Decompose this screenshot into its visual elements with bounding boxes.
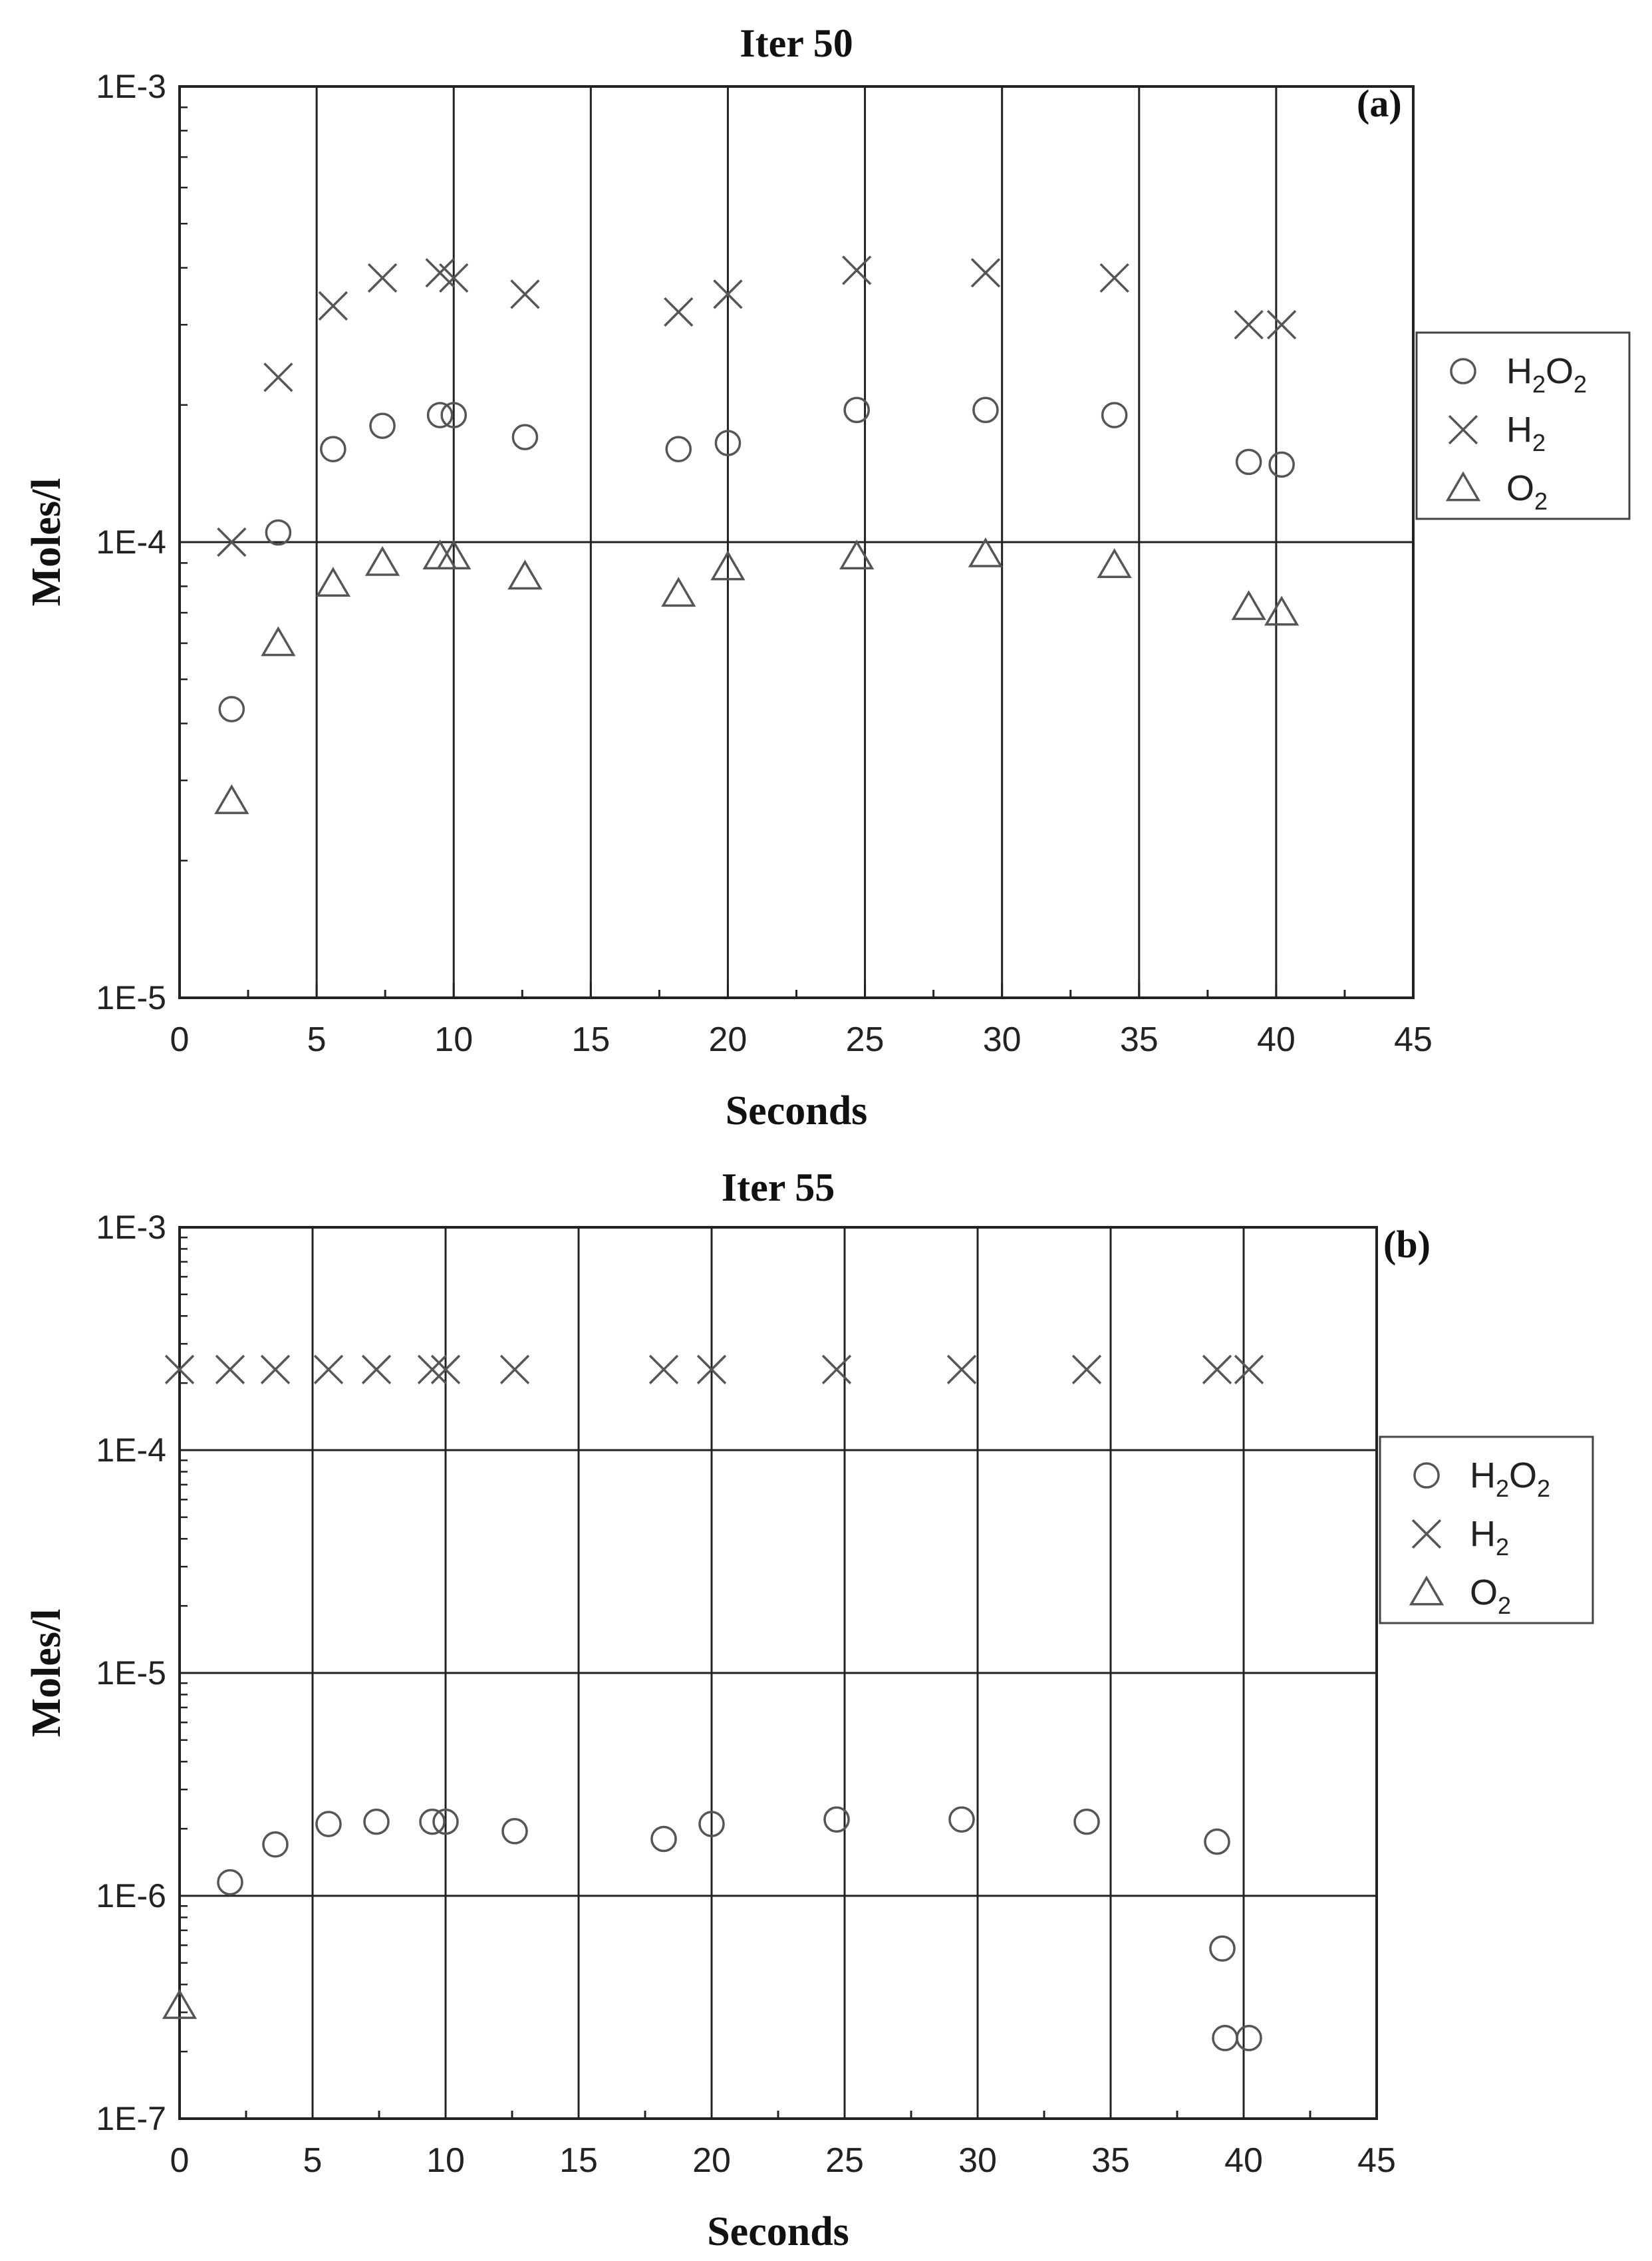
data-point-h2o2 xyxy=(513,425,537,449)
legend-label-part: O xyxy=(1506,468,1535,508)
x-axis xyxy=(170,2104,1396,2180)
data-point-h2o2 xyxy=(1075,1810,1099,1834)
data-point-h2o2 xyxy=(266,520,290,544)
data-point-h2 xyxy=(265,363,293,391)
x-tick-label: 0 xyxy=(170,2141,190,2180)
legend-label-part: 2 xyxy=(1532,429,1546,456)
legend-label-part: 2 xyxy=(1534,488,1548,515)
data-point-o2 xyxy=(509,562,540,589)
x-tick-label: 35 xyxy=(1091,2141,1130,2180)
y-tick-label: 1E-5 xyxy=(96,979,166,1016)
y-tick-label: 1E-6 xyxy=(96,1877,166,1914)
y-tick-label: 1E-3 xyxy=(96,1209,166,1246)
data-point-h2o2 xyxy=(1237,2026,1261,2050)
data-point-h2 xyxy=(948,1356,976,1384)
data-point-h2 xyxy=(368,264,396,292)
data-point-h2o2 xyxy=(652,1827,676,1851)
legend-label-part: 2 xyxy=(1537,1475,1551,1502)
y-tick-label: 1E-7 xyxy=(96,2100,166,2137)
data-point-o2 xyxy=(841,542,872,569)
x-tick-label: 35 xyxy=(1119,1020,1159,1059)
legend-label-part: 2 xyxy=(1532,371,1546,398)
legend-label-part: H xyxy=(1506,410,1532,450)
x-tick-label: 25 xyxy=(845,1020,885,1059)
x-tick-label: 20 xyxy=(692,2141,731,2180)
data-point-h2 xyxy=(418,1356,446,1384)
data-point-h2 xyxy=(261,1356,289,1384)
legend-label-part: H xyxy=(1506,351,1532,391)
legend-label-part: H xyxy=(1470,1455,1496,1495)
y-axis-title: Moles/l xyxy=(24,1608,69,1737)
data-point-h2o2 xyxy=(666,437,690,461)
data-point-h2 xyxy=(650,1356,678,1384)
data-point-h2 xyxy=(362,1356,390,1384)
data-point-h2 xyxy=(315,1356,343,1384)
y-tick-label: 1E-4 xyxy=(96,1432,166,1469)
data-point-h2 xyxy=(1203,1356,1231,1384)
x-tick-label: 0 xyxy=(170,1020,190,1059)
data-point-o2 xyxy=(663,579,694,606)
x-tick-label: 30 xyxy=(958,2141,997,2180)
x-tick-label: 5 xyxy=(303,2141,323,2180)
x-axis-title: Seconds xyxy=(725,1088,868,1133)
data-point-h2 xyxy=(319,292,347,320)
data-point-h2 xyxy=(1073,1356,1101,1384)
data-point-h2o2 xyxy=(428,403,452,427)
legend-label-part: O xyxy=(1546,351,1574,391)
data-point-h2o2 xyxy=(370,414,394,438)
data-point-h2o2 xyxy=(219,697,243,721)
data-point-h2o2 xyxy=(1213,2026,1237,2050)
data-point-o2 xyxy=(263,629,293,655)
y-tick-label: 1E-5 xyxy=(96,1654,166,1692)
chart-panel-a xyxy=(24,21,1629,1133)
y-axis-title: Moles/l xyxy=(24,478,69,607)
x-tick-label: 20 xyxy=(708,1020,748,1059)
data-point-h2 xyxy=(501,1356,529,1384)
data-point-h2o2 xyxy=(321,437,345,461)
data-point-h2 xyxy=(216,1356,244,1384)
x-tick-label: 10 xyxy=(426,2141,465,2180)
data-point-h2 xyxy=(664,298,692,326)
x-tick-label: 15 xyxy=(571,1020,611,1059)
x-axis-title: Seconds xyxy=(707,2209,849,2254)
panel-label: (a) xyxy=(1357,82,1402,125)
data-point-h2 xyxy=(511,280,539,308)
data-point-h2o2 xyxy=(974,398,998,422)
x-tick-label: 25 xyxy=(825,2141,864,2180)
chart-title: Iter 55 xyxy=(721,1165,835,1209)
legend-label-part: O xyxy=(1470,1573,1498,1612)
data-point-h2o2 xyxy=(503,1819,527,1843)
data-point-h2o2 xyxy=(1103,403,1127,427)
x-tick-label: 40 xyxy=(1224,2141,1263,2180)
panel-label: (b) xyxy=(1383,1223,1431,1266)
x-tick-label: 30 xyxy=(982,1020,1022,1059)
data-point-h2 xyxy=(1235,1356,1263,1384)
series-o2 xyxy=(216,539,1297,813)
series-h2 xyxy=(166,1356,1263,1384)
data-point-h2o2 xyxy=(364,1810,388,1834)
legend-label-part: O xyxy=(1509,1455,1538,1495)
data-point-o2 xyxy=(318,569,348,596)
x-tick-label: 45 xyxy=(1394,1020,1433,1059)
legend-label-part: H xyxy=(1470,1514,1496,1554)
x-tick-label: 45 xyxy=(1357,2141,1396,2180)
x-tick-label: 5 xyxy=(307,1020,327,1059)
legend-label-part: 2 xyxy=(1496,1533,1510,1561)
data-point-o2 xyxy=(1234,593,1264,619)
legend-label-part: 2 xyxy=(1496,1475,1510,1502)
x-tick-label: 10 xyxy=(434,1020,474,1059)
y-tick-label: 1E-3 xyxy=(96,68,166,105)
data-point-h2o2 xyxy=(1270,452,1294,476)
legend xyxy=(1380,1437,1593,1623)
data-point-h2o2 xyxy=(263,1833,287,1857)
data-point-h2 xyxy=(1101,264,1129,292)
data-point-h2o2 xyxy=(1237,450,1261,474)
series-h2 xyxy=(217,256,1296,555)
data-point-h2 xyxy=(823,1356,851,1384)
data-point-h2o2 xyxy=(218,1871,242,1894)
legend-label-part: 2 xyxy=(1498,1592,1512,1619)
data-point-o2 xyxy=(1266,598,1297,625)
legend-label-part: 2 xyxy=(1574,371,1587,398)
data-point-h2o2 xyxy=(317,1812,341,1836)
data-point-o2 xyxy=(216,787,247,814)
data-point-h2 xyxy=(1235,311,1263,339)
series-h2o2 xyxy=(218,1807,1261,2050)
chart-panel-b xyxy=(24,1165,1593,2254)
x-axis xyxy=(170,983,1433,1059)
data-point-o2 xyxy=(1099,551,1130,577)
legend xyxy=(1417,333,1629,519)
x-tick-label: 15 xyxy=(559,2141,598,2180)
data-point-h2 xyxy=(972,259,1000,287)
data-point-o2 xyxy=(367,548,398,575)
y-tick-label: 1E-4 xyxy=(96,524,166,561)
data-point-h2o2 xyxy=(950,1807,974,1831)
data-point-h2 xyxy=(1268,311,1296,339)
series-h2o2 xyxy=(219,398,1294,721)
data-point-h2o2 xyxy=(1205,1830,1229,1854)
x-tick-label: 40 xyxy=(1256,1020,1296,1059)
chart-title: Iter 50 xyxy=(740,21,853,65)
data-point-h2o2 xyxy=(420,1810,444,1834)
data-point-h2 xyxy=(843,256,871,284)
data-point-h2o2 xyxy=(1210,1936,1234,1960)
data-point-o2 xyxy=(970,539,1001,566)
